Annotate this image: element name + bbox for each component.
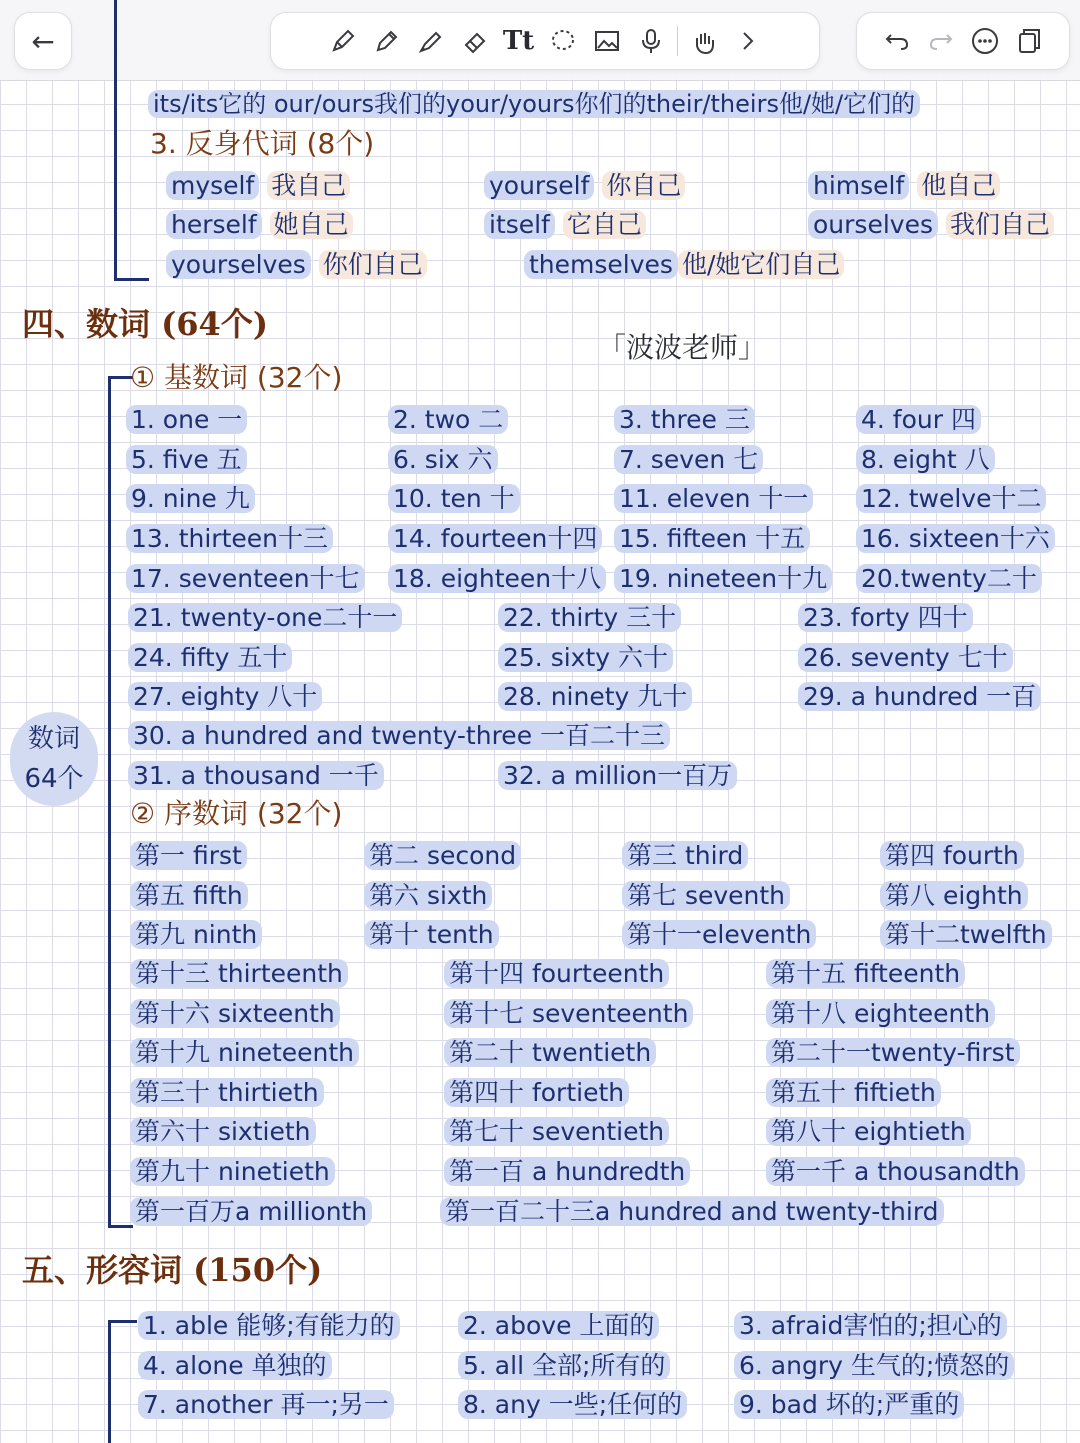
- chevron-right-icon[interactable]: [726, 19, 770, 63]
- cardinal-item: 23. forty 四十: [798, 600, 973, 636]
- ordinal-item: 第十七 seventeenth: [444, 996, 693, 1032]
- gesture-icon[interactable]: [682, 19, 726, 63]
- ordinal-item: 第十五 fifteenth: [766, 956, 965, 992]
- adjective-item: 1. able 能够;有能力的: [138, 1308, 400, 1344]
- ballpoint-icon[interactable]: [365, 19, 409, 63]
- cardinal-item: 14. fourteen十四: [388, 521, 602, 557]
- cardinal-item: 3. three 三: [614, 402, 755, 438]
- reflexive-item: itself 它自己: [484, 207, 646, 243]
- more-icon[interactable]: [963, 19, 1007, 63]
- ordinal-item: 第三 third: [622, 838, 748, 874]
- ordinal-item: 第十三 thirteenth: [130, 956, 348, 992]
- pages-icon[interactable]: [1007, 19, 1051, 63]
- ordinal-item: 第八十 eightieth: [766, 1114, 971, 1150]
- adjective-item: 2. above 上面的: [458, 1308, 659, 1344]
- reflexive-item: himself 他自己: [808, 168, 1000, 204]
- reflexive-item: myself 我自己: [166, 168, 350, 204]
- ordinal-item: 第十九 nineteenth: [130, 1035, 359, 1071]
- cardinal-item: 15. fifteen 十五: [614, 521, 810, 557]
- eraser-icon[interactable]: [453, 19, 497, 63]
- ordinal-item: 第九十 ninetieth: [130, 1154, 335, 1190]
- cardinal-item: 17. seventeen十七: [126, 561, 365, 597]
- reflexive-item: herself 她自己: [166, 207, 353, 243]
- cardinal-item: 12. twelve十二: [856, 481, 1046, 517]
- ordinal-item: 第四 fourth: [880, 838, 1024, 874]
- pronoun-bracket: [114, 0, 149, 281]
- ordinal-item: 第一百 a hundredth: [444, 1154, 690, 1190]
- lasso-icon[interactable]: [541, 19, 585, 63]
- mic-icon[interactable]: [629, 19, 673, 63]
- cardinal-item: 13. thirteen十三: [126, 521, 333, 557]
- reflexive-item: yourselves 你们自己: [166, 247, 427, 283]
- cardinal-item: 11. eleven 十一: [614, 481, 813, 517]
- cardinal-item: 22. thirty 三十: [498, 600, 681, 636]
- cardinal-item: 5. five 五: [126, 442, 247, 478]
- highlighter-icon[interactable]: [409, 19, 453, 63]
- ordinal-item: 第五十 fiftieth: [766, 1075, 941, 1111]
- adjectives-heading: 五、形容词 (150个): [22, 1251, 323, 1289]
- pen-icon[interactable]: [321, 19, 365, 63]
- cardinal-item: 6. six 六: [388, 442, 498, 478]
- ordinal-item: 第十一eleventh: [622, 917, 816, 953]
- adjective-item: 9. bad 坏的;严重的: [734, 1387, 964, 1423]
- ordinal-item: 第一百万a millionth: [130, 1194, 372, 1230]
- teacher-tag: 「波波老师」: [598, 331, 767, 364]
- ordinal-item: 第二十一twenty-first: [766, 1035, 1020, 1071]
- ordinal-item: 第十 tenth: [364, 917, 499, 953]
- ordinal-item: 第四十 fortieth: [444, 1075, 629, 1111]
- adjective-item: 7. another 再一;另一: [138, 1387, 394, 1423]
- toolbar-divider: [677, 26, 678, 56]
- ordinal-item: 第六 sixth: [364, 878, 492, 914]
- ordinal-item: 第三十 thirtieth: [130, 1075, 324, 1111]
- history-palette: [856, 12, 1070, 70]
- ordinal-item: 第九 ninth: [130, 917, 262, 953]
- cardinal-item: 20.twenty二十: [856, 561, 1042, 597]
- cardinal-item: 32. a million一百万: [498, 758, 737, 794]
- cardinal-item: 16. sixteen十六: [856, 521, 1055, 557]
- adjective-item: 6. angry 生气的;愤怒的: [734, 1348, 1014, 1384]
- cardinal-title: ① 基数词 (32个): [130, 361, 343, 394]
- cardinal-item: 9. nine 九: [126, 481, 255, 517]
- ordinal-item: 第八 eighth: [880, 878, 1028, 914]
- redo-icon[interactable]: [919, 19, 963, 63]
- text-icon[interactable]: Tt: [502, 26, 535, 56]
- cardinal-item: 4. four 四: [856, 402, 981, 438]
- reflexive-title: 3. 反身代词 (8个): [150, 127, 375, 160]
- cardinal-item: 8. eight 八: [856, 442, 995, 478]
- ordinal-title: ② 序数词 (32个): [130, 797, 343, 830]
- cardinal-item: 2. two 二: [388, 402, 508, 438]
- adjectives-bracket: [108, 1320, 137, 1443]
- cardinal-item: 25. sixty 六十: [498, 640, 673, 676]
- back-button[interactable]: [14, 12, 72, 70]
- adjective-item: 5. all 全部;所有的: [458, 1348, 670, 1384]
- side-note-badge: 数词 64个: [10, 712, 98, 806]
- cardinal-item: 18. eighteen十八: [388, 561, 606, 597]
- reflexive-item: yourself 你自己: [484, 168, 685, 204]
- reflexive-item: ourselves 我们自己: [808, 207, 1054, 243]
- cardinal-item: 19. nineteen十九: [614, 561, 832, 597]
- ordinal-item: 第二 second: [364, 838, 521, 874]
- cardinal-item: 10. ten 十: [388, 481, 520, 517]
- ordinal-item: 第六十 sixtieth: [130, 1114, 316, 1150]
- ordinal-item: 第十八 eighteenth: [766, 996, 995, 1032]
- ordinal-item: 第七十 seventieth: [444, 1114, 669, 1150]
- ordinal-item: 第五 fifth: [130, 878, 248, 914]
- ordinal-item: 第十六 sixteenth: [130, 996, 340, 1032]
- cardinal-item: 24. fifty 五十: [128, 640, 292, 676]
- cardinal-item: 31. a thousand 一千: [128, 758, 384, 794]
- cardinal-item: 26. seventy 七十: [798, 640, 1013, 676]
- ordinal-item: 第一 first: [130, 838, 247, 874]
- back-icon: ←: [31, 24, 55, 58]
- ordinal-item: 第二十 twentieth: [444, 1035, 656, 1071]
- reflexive-item: themselves 他/她它们自己: [524, 247, 844, 283]
- ordinal-item: 第七 seventh: [622, 878, 790, 914]
- cardinal-item: 27. eighty 八十: [128, 679, 322, 715]
- image-icon[interactable]: [585, 19, 629, 63]
- cardinal-item: 21. twenty-one二十一: [128, 600, 402, 636]
- ordinal-item: 第一百二十三a hundred and twenty-third: [440, 1194, 944, 1230]
- cardinal-item: 28. ninety 九十: [498, 679, 692, 715]
- cardinal-item: 29. a hundred 一百: [798, 679, 1041, 715]
- adjective-item: 8. any 一些;任何的: [458, 1387, 687, 1423]
- adjective-item: 3. afraid害怕的;担心的: [734, 1308, 1007, 1344]
- cardinal-item: 30. a hundred and twenty-three 一百二十三: [128, 718, 670, 754]
- ordinal-item: 第十二twelfth: [880, 917, 1052, 953]
- ordinal-item: 第十四 fourteenth: [444, 956, 669, 992]
- numerals-heading: 四、数词 (64个): [22, 305, 268, 343]
- cardinal-item: 7. seven 七: [614, 442, 763, 478]
- cardinal-item: 1. one 一: [126, 402, 247, 438]
- undo-icon[interactable]: [875, 19, 919, 63]
- tool-palette: [270, 12, 820, 70]
- possessive-pronoun-line: its/its它的 our/ours我们的your/yours你们的their/theirs他/她/它们的: [148, 86, 920, 122]
- ordinal-item: 第一千 a thousandth: [766, 1154, 1025, 1190]
- adjective-item: 4. alone 单独的: [138, 1348, 332, 1384]
